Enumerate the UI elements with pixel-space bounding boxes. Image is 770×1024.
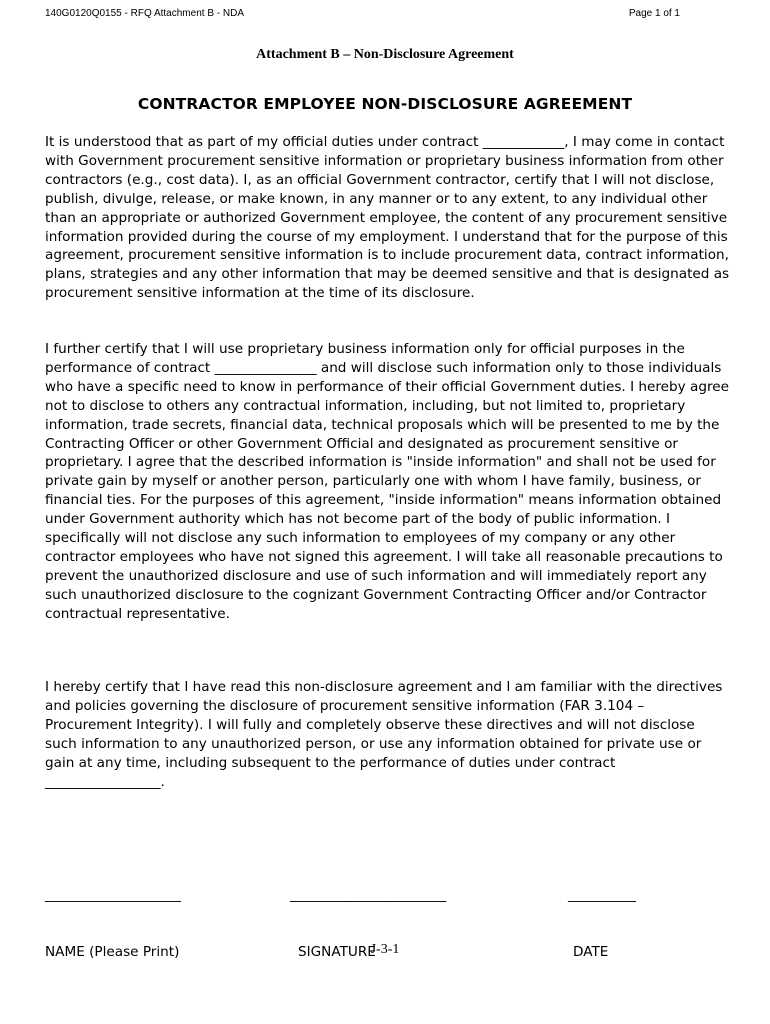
date-label: DATE xyxy=(573,944,609,960)
date-line: __________ xyxy=(568,887,636,903)
paragraph-text: I hereby certify that I have read this non-disclosure agreement and I am familiar with the directives and policies governing the disclosure of procurement sensitive information (FAR 3.104 – Procurement Integrity). I will fully and completely observe these directives and will not disclose such information to any unauthorized person, or use any information obtained for private use or gain at any time, including subsequent to the performance of duties under contract _________________. xyxy=(45,679,723,790)
name-line: ____________________ xyxy=(45,887,181,903)
paragraph-3 xyxy=(45,678,730,791)
header-page-indicator: Page 1 of 1 xyxy=(628,8,680,19)
page-number: J-3-1 xyxy=(370,942,400,957)
signature-label: SIGNATURE xyxy=(298,944,376,960)
header-document-id: 140G0120Q0155 - RFQ Attachment B - NDA xyxy=(45,8,244,19)
running-header xyxy=(45,8,680,19)
page-title: CONTRACTOR EMPLOYEE NON-DISCLOSURE AGREEMENT xyxy=(137,95,633,113)
signature-line: _______________________ xyxy=(290,887,447,903)
paragraph-1 xyxy=(45,133,730,303)
paragraph-text: It is understood that as part of my official duties under contract ____________, I may come in contact with Government procurement sensitive information or proprietary business information from other contractors (e.g., cost data). I, as an official Government contractor, certify that I will not disclose, publish, divulge, release, or make known, in any manner or to any extent, to any individual other than an appropriate or authorized Government employee, the content of any procurement sensitive information provided during the course of my employment. I understand that for the purpose of this agreement, procurement sensitive information is to include procurement data, contract information, plans, strategies and any other information that may be deemed sensitive and that is designated as procurement sensitive information at the time of its disclosure. xyxy=(45,134,730,302)
paragraph-text: I further certify that I will use proprietary business information only for official purposes in the performance of contract _______________ and will disclose such information only to those individuals who have a specific need to know in performance of their official Government duties. I hereby agree not to disclose to others any contractual information, including, but not limited to, proprietary information, trade secrets, financial data, technical proposals which will be presented to me by the Contracting Officer or other Government Official and designated as procurement sensitive or proprietary. I agree that the described information is "inside information" and shall not be used for private gain by myself or another person, particularly one with whom I have family, business, or financial ties. For the purposes of this agreement, "inside information" means information obtained under Government authority which has not become part of the body of public information. I specifically will not disclose any such information to employees of my company or any other contractor employees who have not signed this agreement. I will take all reasonable precautions to prevent the unauthorized disclosure and use of such information and will immediately report any such unauthorized disclosure to the cognizant Government Contracting Officer and/or Contractor contractual representative. xyxy=(45,341,730,622)
name-field xyxy=(45,848,181,981)
date-field xyxy=(568,848,636,981)
paragraph-2 xyxy=(45,340,730,624)
attachment-title: Attachment B – Non-Disclosure Agreement xyxy=(256,47,514,62)
name-label: NAME (Please Print) xyxy=(45,944,180,960)
signature-field xyxy=(290,848,446,981)
